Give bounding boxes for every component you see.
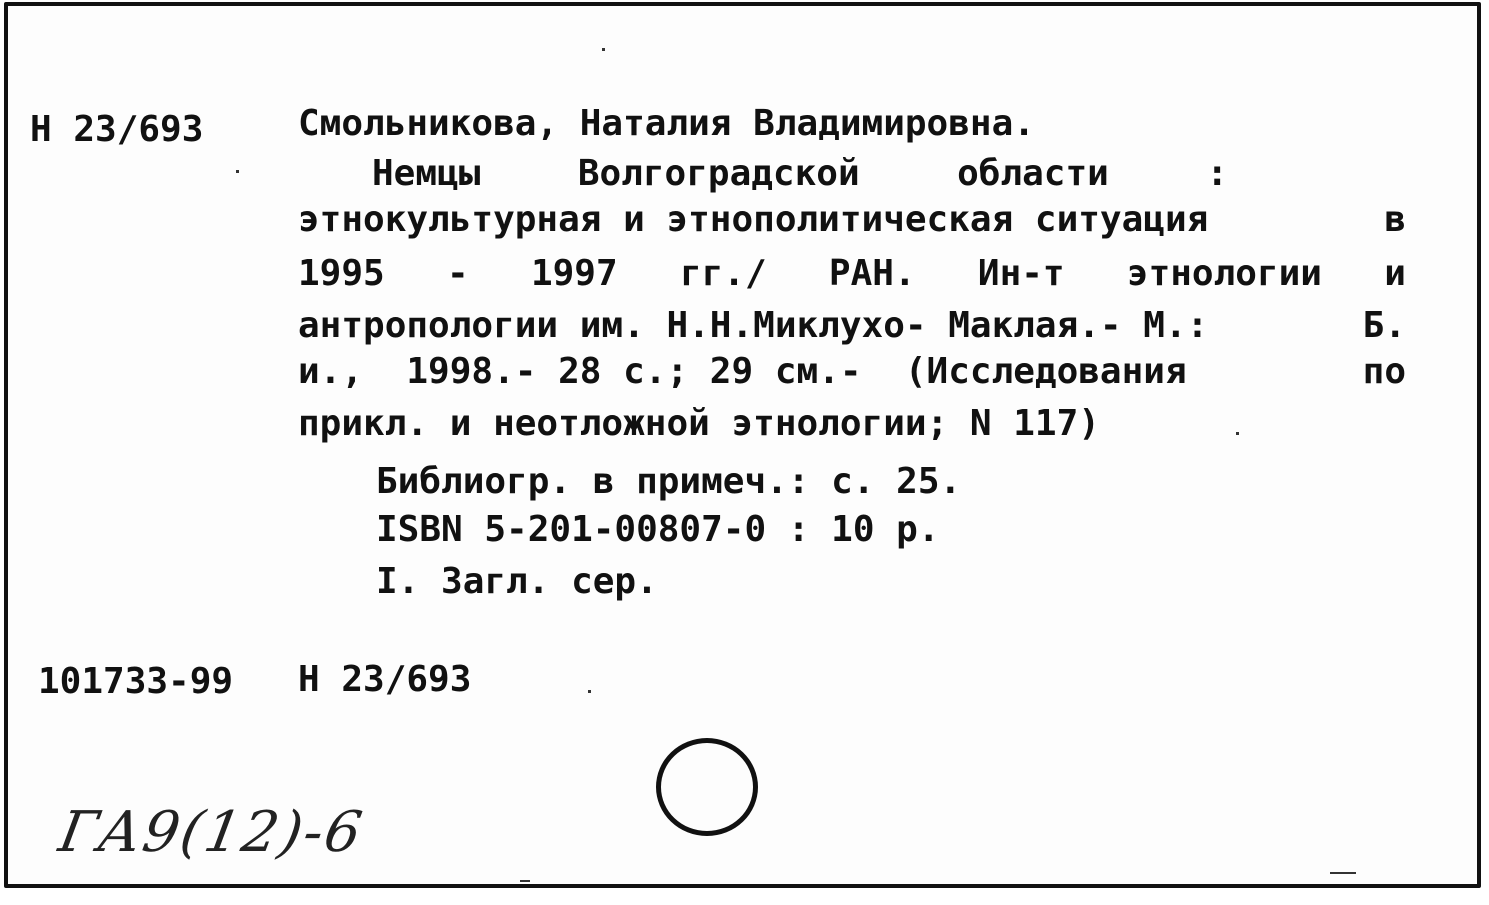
title-line-5 — [298, 346, 1406, 398]
title-word: 1995 — [298, 253, 385, 294]
scan-speck — [1236, 432, 1239, 435]
title-word: и — [1384, 253, 1406, 294]
handwritten-classification-code: ГА9(12)-6 — [54, 800, 369, 865]
scan-speck — [520, 880, 530, 882]
shelf-mark-bottom: Н 23/693 — [298, 659, 472, 700]
punch-hole — [656, 738, 758, 836]
scan-speck — [602, 48, 605, 51]
title-line-2 — [298, 194, 1406, 246]
title-segment: в — [1384, 199, 1406, 240]
title-word: 1997 — [530, 253, 618, 294]
title-word: области — [957, 153, 1109, 194]
scan-speck — [236, 170, 239, 173]
title-line-1 — [372, 148, 1228, 200]
scan-speck — [588, 690, 591, 693]
title-line-4 — [298, 300, 1406, 352]
title-segment: и., 1998.- 28 с.; 29 см.- (Исследования — [298, 351, 1187, 392]
title-word: Волгоградской — [577, 153, 860, 194]
shelf-mark: Н 23/693 — [30, 109, 204, 150]
title-word: РАН. — [828, 253, 916, 294]
title-word: - — [446, 253, 469, 294]
title-word: Немцы — [372, 153, 481, 194]
title-segment: антропологии им. Н.Н.Миклухо- Маклая.- М.: — [298, 305, 1209, 346]
series-heading: I. Загл. сер. — [376, 561, 658, 602]
scan-speck — [1330, 872, 1356, 874]
title-line-6: прикл. и неотложной этнологии; N 117) — [298, 403, 1100, 444]
title-word: : — [1206, 153, 1228, 194]
title-word: гг./ — [679, 253, 767, 294]
bibliography-note: Библиогр. в примеч.: с. 25. — [376, 461, 962, 502]
title-word: Ин-т — [977, 253, 1065, 294]
accession-number: 101733-99 — [38, 661, 234, 702]
title-word: этнологии — [1126, 253, 1322, 294]
title-segment: Б. — [1362, 305, 1406, 346]
isbn-line: ISBN 5-201-00807-0 : 10 р. — [376, 509, 940, 550]
author-heading: Смольникова, Наталия Владимировна. — [298, 103, 1035, 144]
title-segment: этнокультурная и этнополитическая ситуация — [298, 199, 1209, 240]
title-segment: по — [1362, 351, 1406, 392]
title-line-3 — [298, 248, 1406, 300]
